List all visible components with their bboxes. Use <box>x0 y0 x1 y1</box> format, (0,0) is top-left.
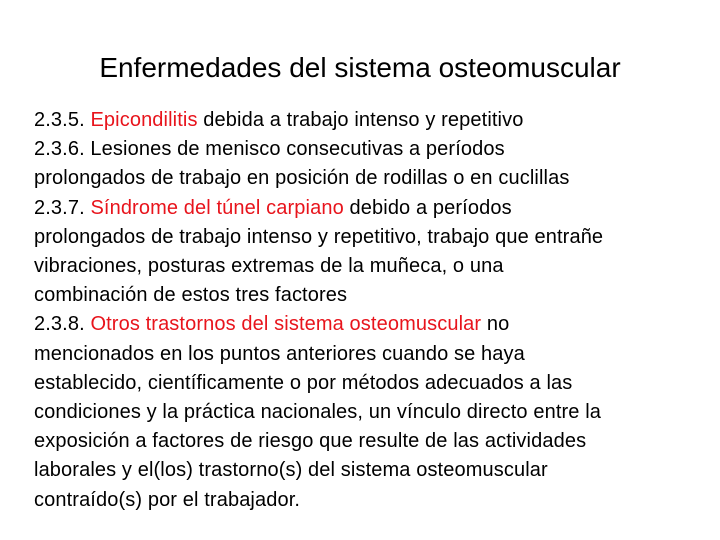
item-2-3-8-line-1 <box>34 310 720 339</box>
item-2-3-7-line-2: prolongados de trabajo intenso y repetitivo, trabajo que entrañe <box>34 225 604 248</box>
slide-title: Enfermedades del sistema osteomuscular <box>99 52 621 83</box>
item-2-3-8-line-3: establecido, científicamente o por métodos adecuados a las <box>34 371 573 394</box>
item-2-3-7-line-1 <box>34 194 720 223</box>
item-text: debida a trabajo intenso y repetitivo <box>197 109 524 131</box>
highlight-sindrome-tunel-carpiano: Síndrome del túnel carpiano <box>90 196 344 219</box>
item-number: 2.3.8. <box>34 313 91 336</box>
item-2-3-6-line-2: prolongados de trabajo en posición de rodillas o en cuclillas <box>34 167 570 190</box>
item-2-3-8-line-4: condiciones y la práctica nacionales, un vínculo directo entre la <box>34 401 602 424</box>
highlight-epicondilitis: Epicondilitis <box>90 109 198 131</box>
item-text: no <box>481 313 510 336</box>
item-2-3-8-line-5: exposición a factores de riesgo que resulte de las actividades <box>34 430 587 453</box>
item-text: debido a períodos <box>343 196 512 219</box>
item-number: 2.3.5. <box>34 109 91 131</box>
item-2-3-6-line-1: 2.3.6. Lesiones de menisco consecutivas a períodos <box>34 138 505 161</box>
item-number: 2.3.7. <box>34 196 91 219</box>
item-2-3-7-line-3: vibraciones, posturas extremas de la muñeca, o una <box>34 255 504 278</box>
item-2-3-8-line-6: laborales y el(los) trastorno(s) del sistema osteomuscular <box>34 459 548 482</box>
item-2-3-5-line-1 <box>34 106 720 135</box>
item-2-3-7-line-4: combinación de estos tres factores <box>34 284 348 307</box>
highlight-otros-trastornos: Otros trastornos del sistema osteomuscular <box>90 313 482 336</box>
item-2-3-8-line-2: mencionados en los puntos anteriores cuando se haya <box>34 342 525 365</box>
slide-body <box>34 106 720 515</box>
item-2-3-8-line-7: contraído(s) por el trabajador. <box>34 488 301 511</box>
